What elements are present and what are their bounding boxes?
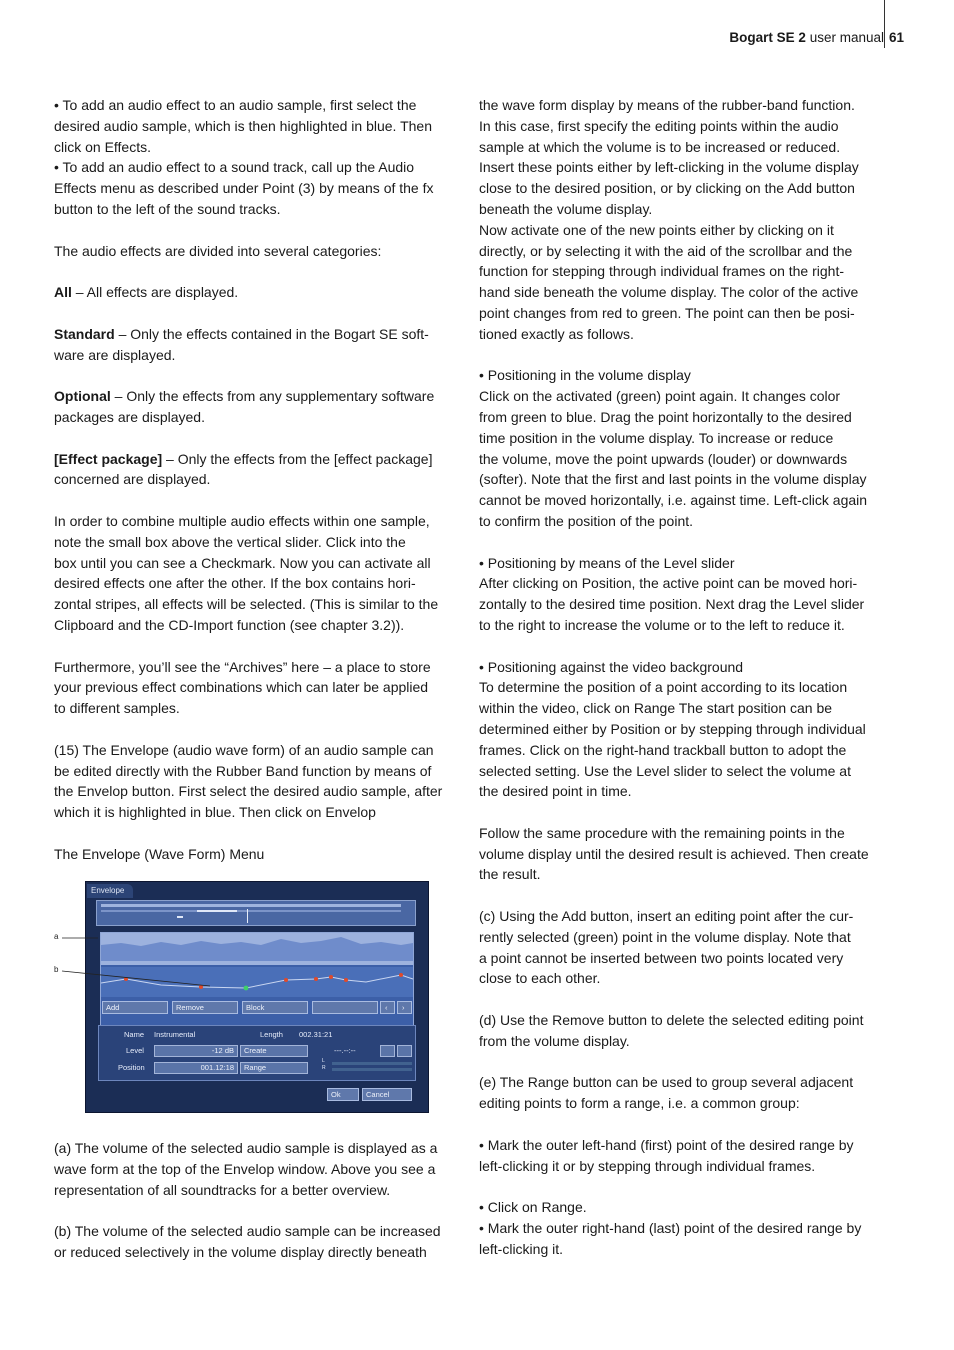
paragraph-mark-first: • Mark the outer left-hand (first) point of the desired range by left-clicking it or by stepping through individual frames. bbox=[479, 1136, 854, 1174]
remove-button[interactable]: Remove bbox=[172, 1001, 238, 1014]
range-button[interactable]: Range bbox=[240, 1062, 308, 1074]
meter-left-label: L bbox=[322, 1058, 325, 1064]
paragraph-follow: Follow the same procedure with the remaining points in the volume display until the desired result is achieved. Then create the result. bbox=[479, 824, 869, 883]
term-all: All bbox=[54, 284, 72, 301]
paragraph-range-steps: • Click on Range. • Mark the outer right-hand (last) point of the desired range by left-clicking it. bbox=[479, 1199, 862, 1257]
paragraph-rubber-band: the wave form display by means of the rubber-band function. In this case, first specify the editing points within the audio sample at which the volume is to be increased or reduced. Insert these points either by left-clicking in the volume display close to the desired position, or by clicking on the Add button beneath the volume display. Now activate one of the new points either by clicking on it directly, or by selecting it with the aid of the scrollbar and the function for stepping through individual frames on the right- hand side beneath the volume display. The color of the active point changes from red to green. The point can then be posi- tioned exactly as follows. bbox=[479, 97, 859, 342]
manual-title: Bogart SE 2 bbox=[729, 30, 806, 45]
paragraph-combine: In order to combine multiple audio effects within one sample, note the small box above the vertical slider. Click into the box until you can see a Checkmark. Now you can activate all desired effects one after the other. If the box contains hori- zontal stripes, all effects will be selected. (This is similar to the Clipboard and the CD-Import function (see chapter 3.2)). bbox=[54, 512, 439, 633]
paragraph-categories: The audio effects are divided into several categories: bbox=[54, 242, 382, 259]
create-button[interactable]: Create bbox=[240, 1045, 308, 1057]
timecode-readout: ---.--:-- bbox=[334, 1046, 356, 1055]
term-optional: Optional bbox=[54, 388, 111, 405]
callout-a: a bbox=[54, 932, 59, 941]
callout-b: b bbox=[54, 965, 59, 974]
term-standard: Standard bbox=[54, 325, 115, 342]
position-slider[interactable]: 001.12:18 bbox=[154, 1062, 238, 1074]
paragraph-level-slider: • Positioning by means of the Level slider After clicking on Position, the active point can be moved hori- zontally to the desired time position. Next drag the Level slider to the right to increase the volume or to the left to reduce it. bbox=[479, 554, 865, 633]
paragraph-add-effect: • To add an audio effect to an audio sample, first select the desired audio sample, which is then highlighted in blue. Then click on Effects. • To add an audio effect to a sound track, call up the Audio Effects menu as described under Point (3) by means of the fx button to the left of the sound tracks. bbox=[54, 97, 434, 217]
paragraph-archives: Furthermore, you’ll see the “Archives” here – a place to store your previous effect combinations which can later be applied to different samples. bbox=[54, 658, 431, 717]
add-button[interactable]: Add bbox=[102, 1001, 168, 1014]
left-column-bottom bbox=[54, 1138, 464, 1263]
meter-right-label: R bbox=[322, 1065, 326, 1071]
level-label: Level bbox=[126, 1046, 144, 1055]
manual-subtitle: user manual bbox=[805, 30, 884, 45]
paragraph-envelope: (15) The Envelope (audio wave form) of an audio sample can be edited directly with the Rubber Band function by means of the Envelop button. First select the desired audio sample, after which it is highlighted in blue. Then click on Envelop bbox=[54, 741, 443, 821]
block-button[interactable]: Block bbox=[242, 1001, 308, 1014]
desc-optional: – Only the effects from any supplementary software packages are displayed. bbox=[54, 388, 435, 425]
paragraph-a: (a) The volume of the selected audio sample is displayed as a wave form at the top of the Envelop window. Above you see a representation of all soundtracks for a better overview. bbox=[54, 1140, 438, 1198]
paragraph-video-background: • Positioning against the video background To determine the position of a point according to its location within the video, click on Range The start position can be determined either by Position or by stepping through individual frames. Click on the right-hand trackball button to adopt the selected setting. Use the Level slider to select the volume at the desired point in time. bbox=[479, 658, 866, 800]
cancel-button[interactable]: Cancel bbox=[362, 1088, 412, 1101]
page-number: 61 bbox=[889, 30, 905, 45]
length-value: 002.31:21 bbox=[299, 1030, 333, 1039]
level-slider[interactable]: -12 dB bbox=[154, 1045, 238, 1057]
figure-caption: The Envelope (Wave Form) Menu bbox=[54, 845, 265, 862]
desc-standard: – Only the effects contained in the Bogart SE soft- ware are displayed. bbox=[54, 325, 429, 363]
name-label: Name bbox=[124, 1030, 145, 1039]
paragraph-c: (c) Using the Add button, insert an editing point after the cur- rently selected (green) point in the volume display. Note that a point cannot be inserted between two points located very close to each other. bbox=[479, 908, 854, 987]
prev-frame-button[interactable]: ‹ bbox=[380, 1001, 395, 1014]
length-label: Length bbox=[260, 1030, 283, 1039]
ok-button[interactable]: Ok bbox=[327, 1088, 359, 1101]
next-frame-button[interactable]: › bbox=[397, 1001, 412, 1014]
desc-effect-package: – Only the effects from the [effect package] concerned are displayed. bbox=[54, 450, 433, 488]
name-value: Instrumental bbox=[154, 1030, 196, 1039]
envelope-tab: Envelope bbox=[87, 884, 133, 898]
paragraph-volume-display: • Positioning in the volume display Click on the activated (green) point again. It changes color from green to blue. Drag the point horizontally to the desired time position in the volume display. To increase or reduce the volume, move the point upwards (louder) or downwards (softer). Note that the first and last points in the volume display cannot be moved horizontally, i.e. against time. Left-click again to confirm the position of the point. bbox=[479, 367, 868, 529]
position-label: Position bbox=[118, 1063, 145, 1072]
desc-all: – All effects are displayed. bbox=[71, 284, 239, 301]
paragraph-e: (e) The Range button can be used to group several adjacent editing points to form a range, i.e. a common group: bbox=[479, 1074, 854, 1112]
term-effect-package: [Effect package] bbox=[54, 450, 163, 467]
paragraph-d: (d) Use the Remove button to delete the selected editing point from the volume display. bbox=[479, 1012, 864, 1049]
paragraph-b: (b) The volume of the selected audio sample can be increased or reduced selectively in the volume display directly beneath bbox=[54, 1223, 441, 1260]
right-column bbox=[479, 95, 891, 1260]
